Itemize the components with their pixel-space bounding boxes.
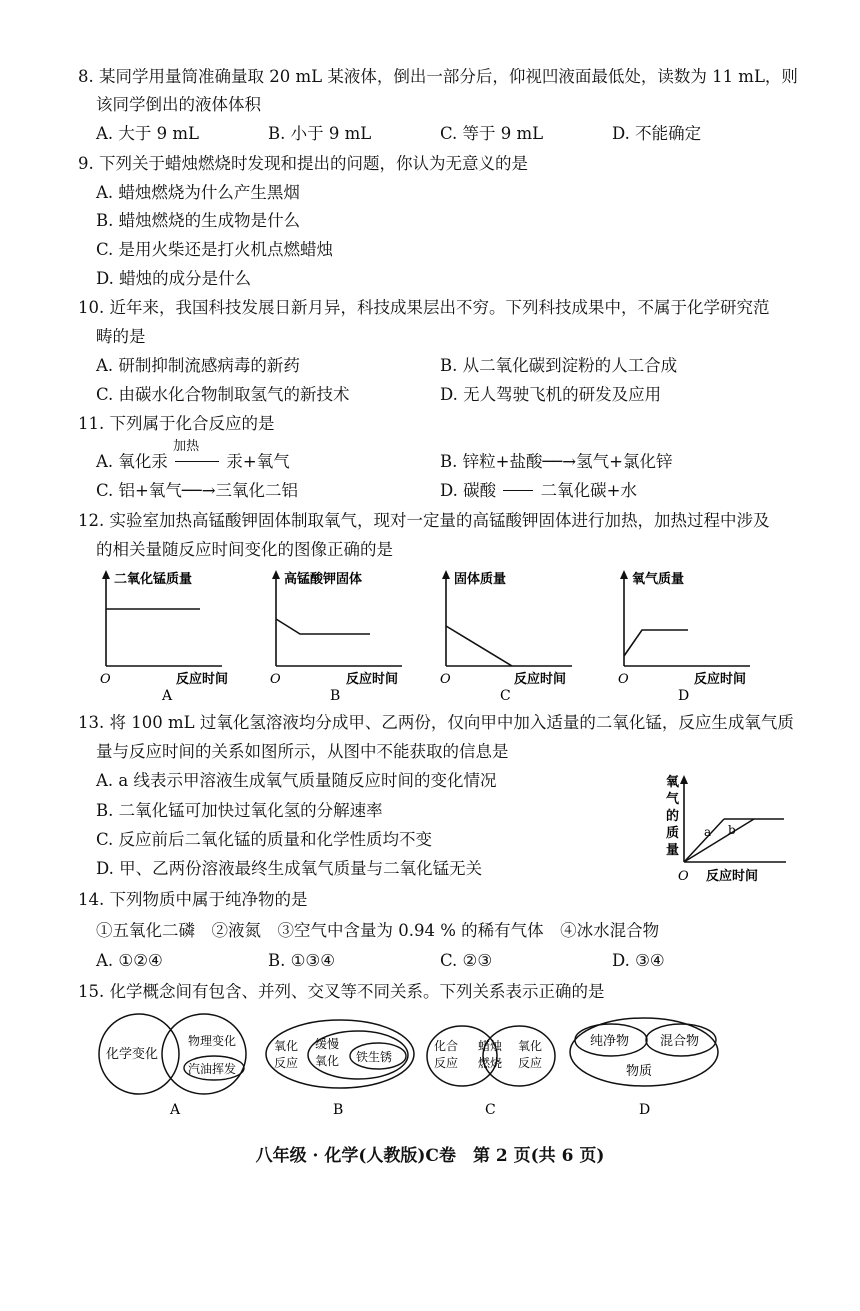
label-iron-rust: 铁生锈 <box>356 1050 393 1064</box>
q10-stem-line2: 畴的是 <box>96 327 146 346</box>
graph-b-ylabel: 高锰酸钾固体 <box>284 572 363 587</box>
q13-ylabel-char-4: 质 <box>666 826 680 841</box>
q15-diagram-c <box>424 1012 559 1124</box>
q8-option-d: D. 不能确定 <box>612 124 702 143</box>
q15-a-letter: A <box>170 1102 181 1118</box>
q8-option-b: B. 小于 9 mL <box>268 124 372 143</box>
label-pure-substance: 纯净物 <box>590 1034 630 1049</box>
graph-c-origin: O <box>440 672 451 687</box>
q15-diagram-d <box>566 1012 726 1124</box>
q11-d-arrow <box>501 480 535 502</box>
graph-d-origin: O <box>618 672 629 687</box>
q8-option-a: A. 大于 9 mL <box>96 124 199 143</box>
q12-graph-c <box>432 566 577 706</box>
q12-stem-line2: 的相关量随反应时间变化的图像正确的是 <box>96 540 393 559</box>
graph-d-curve <box>624 630 688 656</box>
q13-option-c: C. 反应前后二氧化锰的质量和化学性质均不变 <box>96 830 433 849</box>
label-candle-1: 蜡烛 <box>478 1039 503 1053</box>
q11-a-arrow <box>173 439 221 473</box>
q11-option-a <box>96 439 290 473</box>
q12-graph-a <box>92 566 232 706</box>
q13-stem-line1: 13. 将 100 mL 过氧化氢溶液均分成甲、乙两份，仅向甲中加入适量的二氧化锰，反应生成氧气质 <box>78 713 794 732</box>
label-chemical-change: 化学变化 <box>106 1047 159 1062</box>
q15-diagram-a <box>96 1012 256 1124</box>
graph-b-origin: O <box>270 672 281 687</box>
q9-option-c: C. 是用火柴还是打火机点燃蜡烛 <box>96 240 334 259</box>
graph-a-ylabel: 二氧化锰质量 <box>114 572 193 587</box>
y-axis-arrow-icon <box>680 775 688 784</box>
q11-a-reactant: A. 氧化汞 <box>96 452 168 471</box>
q14-option-c: C. ②③ <box>440 951 493 970</box>
q15-d-letter: D <box>639 1102 651 1118</box>
label-combination-2: 反应 <box>434 1056 459 1070</box>
q11-option-d <box>440 480 637 502</box>
graph-a-origin: O <box>100 672 111 687</box>
q15-stem: 15. 化学概念间有包含、并列、交叉等不同关系。下列关系表示正确的是 <box>78 982 605 1001</box>
q11-a-products: 汞+氧气 <box>226 452 290 471</box>
label-oxid-1: 氧化 <box>518 1039 543 1053</box>
label-oxidation-1: 氧化 <box>274 1039 299 1053</box>
q13-ylabel-char-3: 的 <box>666 809 680 824</box>
label-slow-1: 缓慢 <box>315 1037 340 1051</box>
q8-option-c: C. 等于 9 mL <box>440 124 544 143</box>
q13-stem-line2: 量与反应时间的关系如图所示，从图中不能获取的信息是 <box>96 742 509 761</box>
q8-stem-line2: 该同学倒出的液体体积 <box>96 95 261 114</box>
y-axis-arrow-icon <box>620 570 628 579</box>
graph-a-xlabel: 反应时间 <box>176 672 229 687</box>
q11-d-products: 二氧化碳+水 <box>540 481 637 500</box>
q13-label-a: a <box>704 825 712 839</box>
label-substance: 物质 <box>626 1064 653 1079</box>
q14-stem: 14. 下列物质中属于纯净物的是 <box>78 890 308 909</box>
graph-c-letter: C <box>500 688 511 704</box>
q15-c-letter: C <box>485 1102 496 1118</box>
q13-label-b: b <box>728 823 736 837</box>
q15-b-letter: B <box>333 1102 344 1118</box>
label-oxid-2: 反应 <box>518 1056 543 1070</box>
graph-d-xlabel: 反应时间 <box>694 672 747 687</box>
q13-xlabel: 反应时间 <box>706 869 759 884</box>
graph-b-xlabel: 反应时间 <box>346 672 399 687</box>
label-candle-2: 燃烧 <box>478 1056 503 1070</box>
q14-option-b: B. ①③④ <box>268 951 335 970</box>
q13-ylabel-char-1: 氧 <box>666 775 680 790</box>
label-combination-1: 化合 <box>434 1039 459 1053</box>
label-oxidation-2: 反应 <box>274 1056 299 1070</box>
q12-graph-b <box>262 566 407 706</box>
q11-option-b: B. 锌粒+盐酸──→氢气+氯化锌 <box>440 452 673 471</box>
label-physical-change: 物理变化 <box>188 1034 237 1048</box>
q11-d-reactant: D. 碳酸 <box>440 481 497 500</box>
q14-option-a: A. ①②④ <box>96 951 163 970</box>
y-axis-arrow-icon <box>272 570 280 579</box>
q9-stem: 9. 下列关于蜡烛燃烧时发现和提出的问题，你认为无意义的是 <box>78 154 528 173</box>
q11-option-c: C. 铝+氧气──→三氧化二铝 <box>96 481 299 500</box>
q9-option-b: B. 蜡烛燃烧的生成物是什么 <box>96 211 301 230</box>
graph-d-letter: D <box>678 688 690 704</box>
q13-origin: O <box>678 869 689 884</box>
q15-diagram-b <box>262 1012 420 1124</box>
graph-c-xlabel: 反应时间 <box>514 672 567 687</box>
q13-graph <box>658 770 788 888</box>
q13-option-d: D. 甲、乙两份溶液最终生成氧气质量与二氧化锰无关 <box>96 859 483 878</box>
q13-ylabel-char-5: 量 <box>666 843 680 858</box>
q13-ylabel-char-2: 气 <box>666 792 680 807</box>
label-slow-2: 氧化 <box>315 1054 340 1068</box>
y-axis-arrow-icon <box>442 570 450 579</box>
graph-b-letter: B <box>330 688 341 704</box>
label-mixture: 混合物 <box>660 1034 700 1049</box>
q10-option-b: B. 从二氧化碳到淀粉的人工合成 <box>440 356 678 375</box>
label-gasoline-volatile: 汽油挥发 <box>188 1062 237 1076</box>
q11-stem: 11. 下列属于化合反应的是 <box>78 414 275 433</box>
q10-option-a: A. 研制抑制流感病毒的新药 <box>96 356 300 375</box>
q10-stem-line1: 10. 近年来，我国科技发展日新月异，科技成果层出不穷。下列科技成果中，不属于化学研究范 <box>78 298 770 317</box>
q14-items: ①五氧化二磷 ②液氮 ③空气中含量为 0.94 % 的稀有气体 ④冰水混合物 <box>96 921 660 940</box>
graph-c-curve <box>446 626 512 666</box>
circle-physical-change <box>162 1014 246 1094</box>
q12-graph-d <box>610 566 755 706</box>
y-axis-arrow-icon <box>102 570 110 579</box>
q12-stem-line1: 12. 实验室加热高锰酸钾固体制取氧气，现对一定量的高锰酸钾固体进行加热，加热过程中涉及 <box>78 511 770 530</box>
q14-option-d: D. ③④ <box>612 951 665 970</box>
q13-option-a: A. a 线表示甲溶液生成氧气质量随反应时间的变化情况 <box>96 771 497 790</box>
page-footer: 八年级 · 化学(人教版)C卷 第 2 页(共 6 页) <box>255 1146 605 1166</box>
q10-option-c: C. 由碳水化合物制取氢气的新技术 <box>96 385 350 404</box>
q13-option-b: B. 二氧化锰可加快过氧化氢的分解速率 <box>96 801 383 820</box>
graph-c-ylabel: 固体质量 <box>454 572 507 587</box>
q9-option-d: D. 蜡烛的成分是什么 <box>96 269 252 288</box>
q8-stem-line1: 8. 某同学用量筒准确量取 20 mL 某液体，倒出一部分后，仰视凹液面最低处，读数为 11 mL，则 <box>78 67 798 86</box>
q11-a-condition: 加热 <box>173 439 200 454</box>
graph-b-curve <box>276 619 370 634</box>
q10-option-d: D. 无人驾驶飞机的研发及应用 <box>440 385 662 404</box>
graph-a-letter: A <box>162 688 173 704</box>
q9-option-a: A. 蜡烛燃烧为什么产生黑烟 <box>96 183 300 202</box>
graph-d-ylabel: 氧气质量 <box>632 572 685 587</box>
